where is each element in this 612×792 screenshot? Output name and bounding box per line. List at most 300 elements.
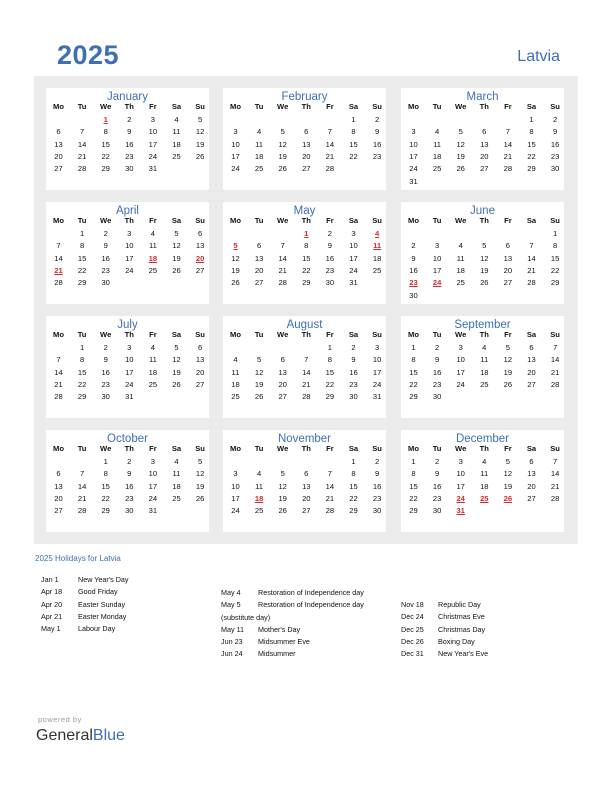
calendar-day: 21 <box>503 151 513 161</box>
month-name: February <box>281 91 328 103</box>
calendar-day: 26 <box>231 278 240 288</box>
holiday-day: 25 <box>480 493 489 503</box>
calendar-day: 4 <box>233 355 238 365</box>
holiday-day: 18 <box>148 253 158 263</box>
calendar-day: 15 <box>349 139 358 149</box>
calendar-day: 9 <box>434 469 440 479</box>
calendar-day: 19 <box>278 493 287 503</box>
calendar-day: 4 <box>256 127 262 137</box>
holiday-date: Dec 31 <box>401 649 424 659</box>
calendar-day: 27 <box>302 506 311 516</box>
calendar-day: 27 <box>254 278 264 288</box>
weekday-header: Th <box>301 330 311 339</box>
calendar-day: 26 <box>480 278 489 288</box>
calendar-day: 13 <box>527 355 536 365</box>
calendar-day: 21 <box>527 265 536 275</box>
calendar-day: 6 <box>529 457 534 466</box>
calendar-day: 25 <box>480 379 489 389</box>
holiday-date: May 5 <box>221 600 241 610</box>
calendar-day: 10 <box>349 241 358 251</box>
calendar-day: 4 <box>174 457 179 466</box>
calendar-day: 3 <box>150 115 155 124</box>
calendar-day: 20 <box>503 265 513 275</box>
calendar-grid-panel <box>34 76 578 544</box>
holiday-date: Dec 24 <box>401 612 424 622</box>
calendar-day: 14 <box>550 469 560 479</box>
calendar-day: 17 <box>432 265 442 275</box>
calendar-day: 29 <box>527 164 536 174</box>
calendar-day: 20 <box>480 151 489 161</box>
brand-blue: Blue <box>92 727 125 744</box>
calendar-day: 17 <box>456 481 465 491</box>
calendar-day: 27 <box>54 164 63 174</box>
calendar-day: 14 <box>527 253 536 263</box>
calendar-day: 11 <box>148 355 157 365</box>
weekday-header: Sa <box>171 102 182 111</box>
calendar-day: 30 <box>101 278 110 288</box>
calendar-day: 26 <box>254 392 264 402</box>
calendar-day: 29 <box>349 506 358 516</box>
calendar-day: 9 <box>127 127 132 137</box>
calendar-day: 28 <box>527 278 536 288</box>
weekday-header: Tu <box>432 102 442 111</box>
calendar-day: 20 <box>527 367 536 377</box>
calendar-day: 15 <box>550 253 560 263</box>
weekday-header: Sa <box>348 216 359 225</box>
holiday-day: 1 <box>304 229 309 238</box>
holiday-date: May 1 <box>41 624 61 634</box>
calendar-day: 3 <box>233 469 238 479</box>
calendar-day: 6 <box>56 127 61 137</box>
calendar-day: 13 <box>195 241 205 251</box>
calendar-day: 24 <box>125 379 134 389</box>
calendar-day: 12 <box>456 139 465 149</box>
weekday-header: Sa <box>348 330 359 339</box>
calendar-day: 8 <box>351 469 356 479</box>
calendar-day: 17 <box>125 253 134 263</box>
calendar-day: 8 <box>411 469 416 479</box>
calendar-day: 22 <box>349 151 358 161</box>
calendar-day: 15 <box>409 481 418 491</box>
weekday-header: Mo <box>230 444 241 453</box>
calendar-day: 23 <box>432 379 442 389</box>
calendar-day: 16 <box>372 139 382 149</box>
weekday-header: Mo <box>230 216 241 225</box>
holidays-title: 2025 Holidays for Latvia <box>35 554 121 563</box>
calendar-day: 29 <box>409 506 418 516</box>
weekday-header: Th <box>301 102 311 111</box>
calendar-day: 28 <box>54 392 63 402</box>
weekday-header: Su <box>195 330 205 339</box>
calendar-day: 11 <box>255 139 264 149</box>
calendar-day: 19 <box>172 367 181 377</box>
calendar-day: 8 <box>103 127 108 137</box>
holiday-day: 18 <box>254 493 264 503</box>
holiday-name: Boxing Day <box>438 636 475 646</box>
calendar-day: 26 <box>172 265 181 275</box>
calendar-day: 30 <box>125 164 134 174</box>
month-july <box>46 316 209 418</box>
calendar-day: 6 <box>256 241 262 251</box>
calendar-day: 17 <box>148 139 158 149</box>
calendar-day: 6 <box>529 343 534 352</box>
calendar-day: 31 <box>148 164 158 174</box>
month-name: October <box>107 433 148 445</box>
calendar-day: 13 <box>527 469 536 479</box>
calendar-day: 30 <box>325 278 335 288</box>
calendar-day: 11 <box>172 127 181 137</box>
calendar-day: 9 <box>374 469 380 479</box>
calendar-day: 1 <box>327 343 332 352</box>
calendar-day: 11 <box>148 241 157 251</box>
calendar-day: 1 <box>529 115 534 124</box>
calendar-day: 30 <box>409 290 418 300</box>
month-name: August <box>286 319 323 331</box>
calendar-day: 27 <box>527 493 536 503</box>
holiday-day: 23 <box>409 278 418 288</box>
holiday-day: 5 <box>233 241 238 251</box>
calendar-day: 6 <box>197 229 203 238</box>
calendar-day: 3 <box>150 457 155 466</box>
calendar-day: 4 <box>482 343 487 352</box>
weekday-header: Tu <box>77 330 87 339</box>
calendar-day: 30 <box>125 506 134 516</box>
calendar-day: 22 <box>409 379 418 389</box>
calendar-day: 4 <box>150 343 155 352</box>
calendar-day: 18 <box>148 367 158 377</box>
calendar-day: 29 <box>77 278 87 288</box>
month-name: June <box>470 205 495 217</box>
weekday-header: Fr <box>504 444 512 453</box>
weekday-header: Su <box>195 444 205 453</box>
calendar-day: 15 <box>527 139 536 149</box>
weekday-header: Sa <box>526 330 537 339</box>
calendar-day: 27 <box>195 379 205 389</box>
calendar-day: 17 <box>349 253 358 263</box>
calendar-day: 16 <box>372 481 382 491</box>
holiday-name: Labour Day <box>78 624 116 634</box>
calendar-day: 11 <box>172 469 181 479</box>
calendar-day: 17 <box>231 151 240 161</box>
month-name: January <box>107 91 148 103</box>
calendar-day: 7 <box>552 343 558 352</box>
calendar-day: 20 <box>302 493 311 503</box>
calendar-day: 28 <box>77 164 87 174</box>
calendar-day: 5 <box>197 457 203 466</box>
calendar-day: 28 <box>278 278 287 288</box>
calendar-day: 26 <box>278 164 287 174</box>
calendar-day: 10 <box>148 127 158 137</box>
holiday-date: Dec 26 <box>401 636 424 646</box>
calendar-day: 23 <box>125 493 134 503</box>
calendar-day: 31 <box>148 506 158 516</box>
calendar-day: 1 <box>411 343 416 352</box>
calendar-day: 4 <box>256 469 262 479</box>
calendar-day: 26 <box>503 379 513 389</box>
calendar-day: 16 <box>125 481 134 491</box>
calendar-day: 14 <box>325 481 335 491</box>
month-february <box>223 88 386 190</box>
calendar-day: 13 <box>54 139 63 149</box>
calendar-day: 22 <box>77 379 87 389</box>
calendar-day: 11 <box>255 481 264 491</box>
calendar-day: 19 <box>172 253 181 263</box>
calendar-day: 16 <box>409 265 418 275</box>
calendar-day: 19 <box>278 151 287 161</box>
calendar-day: 26 <box>195 151 205 161</box>
calendar-day: 16 <box>101 367 110 377</box>
weekday-header: We <box>455 444 467 453</box>
calendar-day: 21 <box>77 151 87 161</box>
weekday-header: Sa <box>526 102 537 111</box>
calendar-day: 11 <box>456 253 465 263</box>
calendar-day: 18 <box>372 253 382 263</box>
calendar-day: 24 <box>409 164 418 174</box>
calendar-day: 22 <box>101 493 110 503</box>
calendar-day: 3 <box>127 229 132 238</box>
calendar-day: 21 <box>325 493 335 503</box>
weekday-header: Tu <box>254 102 264 111</box>
weekday-header: Sa <box>348 444 359 453</box>
calendar-day: 3 <box>374 343 380 352</box>
calendar-day: 1 <box>79 343 85 352</box>
weekday-header: Fr <box>504 216 512 225</box>
month-november <box>223 430 386 532</box>
calendar-day: 12 <box>503 355 513 365</box>
calendar-day: 24 <box>231 164 240 174</box>
weekday-header: Su <box>195 216 205 225</box>
calendar-day: 15 <box>77 253 87 263</box>
calendar-day: 20 <box>527 481 536 491</box>
calendar-day: 16 <box>432 367 442 377</box>
calendar-day: 23 <box>550 151 560 161</box>
calendar-day: 30 <box>101 392 110 402</box>
holiday-date: May 4 <box>221 588 241 597</box>
weekday-header: Sa <box>171 330 182 339</box>
weekday-header: Th <box>124 102 134 111</box>
weekday-header: Fr <box>326 216 334 225</box>
calendar-day: 12 <box>172 355 181 365</box>
month-june <box>401 202 564 304</box>
powered-by-label: powered by <box>38 715 82 724</box>
calendar-day: 14 <box>550 355 560 365</box>
weekday-header: Tu <box>77 102 87 111</box>
weekday-header: We <box>277 216 289 225</box>
calendar-day: 14 <box>325 139 335 149</box>
weekday-header: Fr <box>149 216 157 225</box>
calendar-day: 27 <box>195 265 205 275</box>
calendar-day: 12 <box>480 253 489 263</box>
calendar-day: 2 <box>127 115 132 124</box>
calendar-day: 29 <box>101 164 110 174</box>
calendar-day: 31 <box>372 392 382 402</box>
calendar-day: 8 <box>529 127 534 137</box>
calendar-day: 30 <box>550 164 560 174</box>
weekday-header: Th <box>301 444 311 453</box>
calendar-day: 10 <box>372 355 382 365</box>
calendar-day: 7 <box>304 355 309 365</box>
calendar-day: 25 <box>254 164 264 174</box>
holiday-name: Christmas Day <box>438 624 486 634</box>
calendar-day: 14 <box>77 139 87 149</box>
calendar-day: 19 <box>503 367 513 377</box>
calendar-day: 16 <box>101 253 110 263</box>
holiday-date: May 11 <box>221 624 245 634</box>
calendar-day: 1 <box>411 457 416 466</box>
calendar-day: 17 <box>231 493 240 503</box>
calendar-day: 20 <box>278 379 287 389</box>
weekday-header: Fr <box>504 102 512 111</box>
calendar-day: 13 <box>480 139 489 149</box>
calendar-day: 12 <box>195 469 205 479</box>
calendar-day: 28 <box>77 506 87 516</box>
calendar-day: 10 <box>456 469 465 479</box>
calendar-day: 16 <box>325 253 335 263</box>
calendar-day: 24 <box>349 265 358 275</box>
calendar-day: 21 <box>550 367 560 377</box>
calendar-day: 10 <box>456 355 465 365</box>
holiday-date: Dec 25 <box>401 624 424 634</box>
calendar-day: 18 <box>480 367 489 377</box>
calendar-day: 6 <box>505 241 510 251</box>
generalblue-logo[interactable] <box>36 727 125 745</box>
calendar-day: 16 <box>432 481 442 491</box>
holiday-day: 20 <box>195 253 205 263</box>
calendar-day: 7 <box>280 241 285 251</box>
calendar-day: 22 <box>325 379 335 389</box>
holiday-name: Easter Monday <box>78 611 127 621</box>
calendar-day: 15 <box>325 367 335 377</box>
calendar-day: 9 <box>434 355 440 365</box>
calendar-day: 31 <box>349 278 358 288</box>
weekday-header: Sa <box>526 216 537 225</box>
calendar-day: 15 <box>77 367 87 377</box>
calendar-day: 5 <box>174 229 179 238</box>
calendar-day: 22 <box>101 151 110 161</box>
calendar-day: 24 <box>148 151 158 161</box>
calendar-day: 19 <box>456 151 465 161</box>
calendar-day: 13 <box>302 139 311 149</box>
weekday-header: Mo <box>408 102 419 111</box>
calendar-day: 3 <box>351 229 356 238</box>
calendar-day: 7 <box>56 355 61 365</box>
calendar-day: 11 <box>433 139 442 149</box>
weekday-header: We <box>100 330 112 339</box>
weekday-header: Su <box>550 216 560 225</box>
calendar-day: 13 <box>503 253 513 263</box>
calendar-day: 20 <box>195 367 205 377</box>
calendar-day: 22 <box>409 493 418 503</box>
calendar-day: 28 <box>503 164 513 174</box>
calendar-day: 21 <box>278 265 287 275</box>
calendar-day: 15 <box>349 481 358 491</box>
calendar-day: 16 <box>125 139 134 149</box>
weekday-header: Fr <box>326 102 334 111</box>
calendar-day: 2 <box>351 343 356 352</box>
holiday-day: 11 <box>373 241 382 251</box>
calendar-day: 23 <box>349 379 358 389</box>
calendar-day: 13 <box>195 355 205 365</box>
weekday-header: Th <box>124 330 134 339</box>
holiday-name: Republic Day <box>438 600 481 609</box>
calendar-day: 15 <box>101 481 110 491</box>
calendar-day: 8 <box>327 355 332 365</box>
calendar-day: 17 <box>456 367 465 377</box>
calendar-day: 2 <box>103 343 108 352</box>
calendar-day: 11 <box>231 367 240 377</box>
calendar-day: 7 <box>79 127 85 137</box>
calendar-day: 27 <box>278 392 287 402</box>
calendar-day: 8 <box>411 355 416 365</box>
calendar-day: 28 <box>325 506 335 516</box>
calendar-day: 24 <box>148 493 158 503</box>
weekday-header: Tu <box>432 330 442 339</box>
calendar-day: 12 <box>172 241 181 251</box>
calendar-day: 10 <box>231 139 240 149</box>
weekday-header: Mo <box>408 444 419 453</box>
calendar-day: 5 <box>256 355 262 365</box>
calendar-day: 29 <box>325 392 335 402</box>
calendar-day: 18 <box>172 139 181 149</box>
weekday-header: Fr <box>326 330 334 339</box>
calendar-day: 4 <box>434 127 440 137</box>
calendar-day: 5 <box>174 343 179 352</box>
calendar-day: 23 <box>432 493 442 503</box>
calendar-day: 17 <box>372 367 382 377</box>
calendar-day: 7 <box>529 241 534 251</box>
calendar-day: 19 <box>254 379 264 389</box>
holiday-day: 1 <box>103 115 108 124</box>
calendar-day: 31 <box>409 176 418 186</box>
calendar-day: 14 <box>54 367 63 377</box>
holiday-name: Restoration of Independence day <box>258 600 364 610</box>
weekday-header: Tu <box>432 444 442 453</box>
weekday-header: Th <box>479 330 489 339</box>
weekday-header: We <box>455 330 467 339</box>
weekday-header: Su <box>550 102 560 111</box>
calendar-day: 6 <box>482 127 487 137</box>
holiday-day: 24 <box>432 278 442 288</box>
holiday-date: Nov 18 <box>401 600 424 609</box>
calendar-day: 9 <box>351 355 356 365</box>
month-may <box>223 202 386 304</box>
calendar-day: 8 <box>103 469 108 479</box>
calendar-day: 17 <box>148 481 158 491</box>
month-january <box>46 88 209 190</box>
holiday-note: (substitute day) <box>221 612 271 622</box>
calendar-day: 12 <box>278 139 287 149</box>
calendar-day: 26 <box>172 379 181 389</box>
weekday-header: Su <box>372 102 382 111</box>
holiday-day: 31 <box>456 506 465 516</box>
calendar-day: 7 <box>327 469 332 479</box>
weekday-header: Mo <box>230 102 241 111</box>
calendar-day: 8 <box>304 241 309 251</box>
country-title: Latvia <box>517 48 560 65</box>
month-march <box>401 88 564 190</box>
calendar-day: 4 <box>458 241 463 251</box>
calendar-day: 19 <box>503 481 513 491</box>
calendar-day: 22 <box>302 265 311 275</box>
calendar-day: 18 <box>231 379 240 389</box>
weekday-header: Tu <box>254 330 264 339</box>
calendar-day: 2 <box>411 241 416 251</box>
calendar-day: 9 <box>411 253 416 263</box>
calendar-day: 18 <box>254 151 264 161</box>
weekday-header: Sa <box>348 102 359 111</box>
calendar-day: 24 <box>372 379 382 389</box>
holiday-name: Midsummer Eve <box>258 637 310 647</box>
